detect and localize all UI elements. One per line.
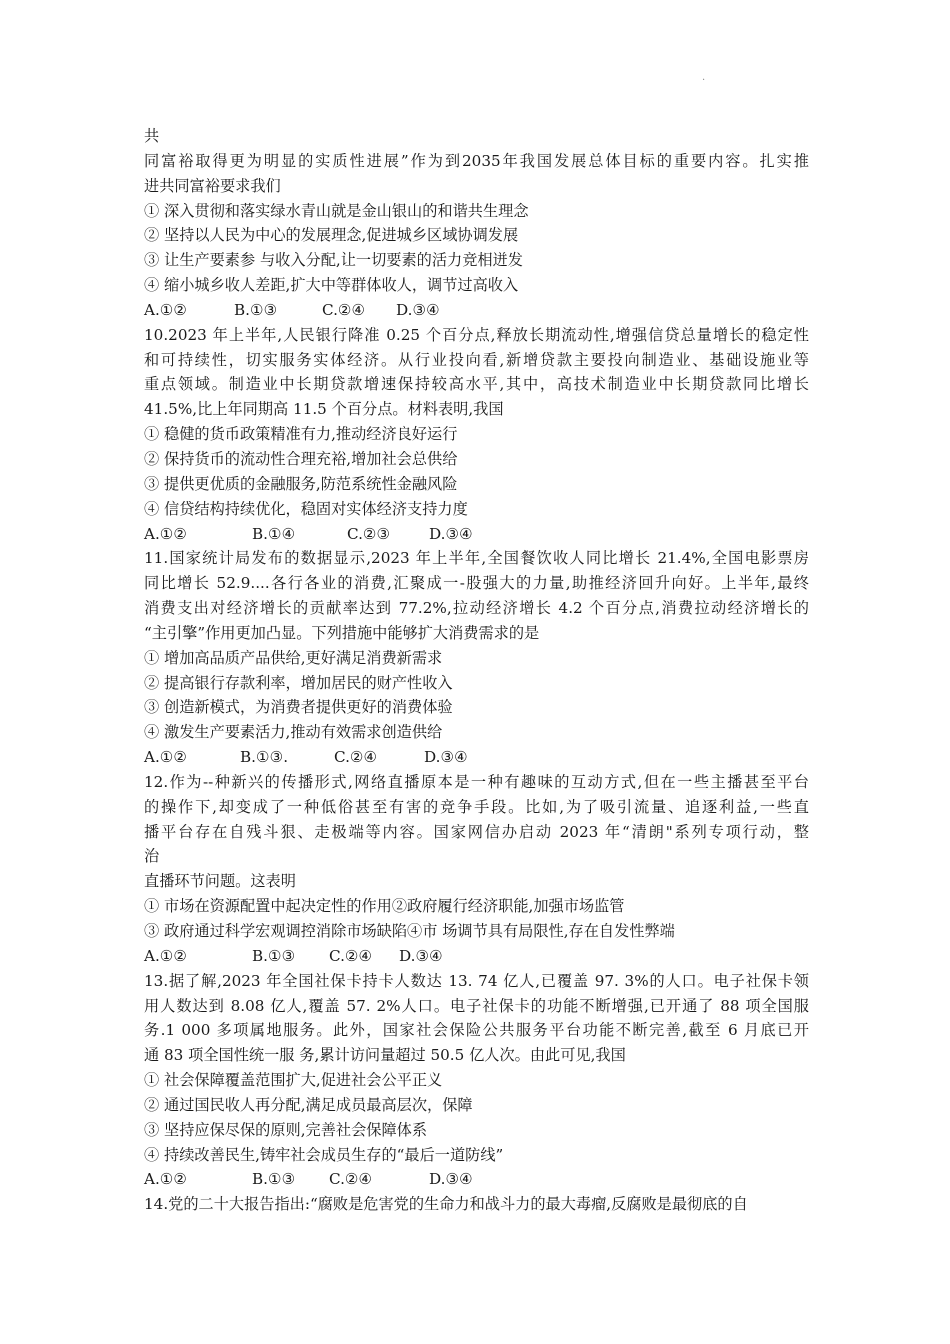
text-line: ② 通过国民收人再分配,满足成员最高层次，保障	[144, 1095, 473, 1114]
answer-option: A.①②	[144, 524, 188, 543]
answer-option: D.③④	[424, 748, 468, 767]
answer-options	[144, 745, 809, 770]
answer-option: B.①③	[252, 946, 296, 965]
answer-option: A.①②	[144, 946, 188, 965]
answer-options	[144, 522, 809, 547]
answer-options	[144, 944, 809, 969]
text-line: ② 提高银行存款利率，增加居民的财产性收入	[144, 673, 453, 692]
answer-option: A.①②	[144, 300, 188, 319]
text-line: ④ 缩小城乡收人差距,扩大中等群体收人，调节过高收入	[144, 276, 519, 295]
text-line: 用人数达到 8.08 亿人,覆盖 57. 2%人口。电子社保卡的功能不断增强,已开通了 88 项全国服	[144, 996, 809, 1015]
text-line: 同富裕取得更为明显的实质性进展”作为到2035年我国发展总体目标的重要内容。扎实推	[144, 151, 809, 170]
text-line: ④ 激发生产要素活力,推动有效需求创造供给	[144, 723, 443, 742]
text-line: 41.5%,比上年同期高 11.5 个百分点。材料表明,我国	[144, 400, 504, 419]
text-line: ④ 信贷结构持续优化，稳固对实体经济支持力度	[144, 499, 468, 518]
text-line: 消费支出对经济增长的贡献率达到 77.2%,拉动经济增长 4.2 个百分点,消费拉动经济增长的	[144, 599, 809, 618]
text-line: ③ 让生产要素参 与收入分配,让一切要素的活力竞相迸发	[144, 251, 523, 270]
answer-option: B.①③	[252, 1170, 296, 1189]
text-line: 治	[144, 847, 160, 866]
answer-option: B.①③.	[240, 748, 289, 767]
text-line: ① 增加高品质产品供给,更好满足消费新需求	[144, 648, 443, 667]
text-line: “主引擎”作用更加凸显。下列措施中能够扩大消费需求的是	[144, 623, 540, 642]
text-line: 11.国家统计局发布的数据显示,2023 年上半年,全国餐饮收人同比增长 21.4%,全国电影票房	[144, 549, 809, 568]
answer-option: B.①③	[234, 300, 278, 319]
answer-options	[144, 298, 809, 323]
text-line: ② 保持货币的流动性合理充裕,增加社会总供给	[144, 449, 458, 468]
text-line: 通 83 项全国性统一服 务,累计访问量超过 50.5 亿人次。由此可见,我国	[144, 1046, 626, 1065]
corner-mark: .	[702, 72, 706, 83]
text-line: 13.据了解,2023 年全国社保卡持卡人数达 13. 74 亿人,已覆盖 97. 3%的人口。电子社保卡领	[144, 971, 809, 990]
text-line: 12.作为--种新兴的传播形式,网络直播原本是一种有趣味的互动方式,但在一些主播甚至平台	[144, 772, 809, 791]
answer-option: B.①④	[252, 524, 296, 543]
text-line: 和可持续性，切实服务实体经济。从行业投向看,新增贷款主要投向制造业、基础设施业等	[144, 350, 809, 369]
answer-option: C.②④	[329, 1170, 373, 1189]
text-line: ③ 坚持应保尽保的原则,完善社会保障体系	[144, 1120, 428, 1139]
text-line: 务.1 000 多项属地服务。此外，国家社会保险公共服务平台功能不断完善,截至 6 月底已开	[144, 1021, 809, 1040]
text-line: ④ 持续改善民生,铸牢社会成员生存的“最后一道防线”	[144, 1145, 504, 1164]
text-line: ① 深入贯彻和落实绿水青山就是金山银山的和谐共生理念	[144, 201, 529, 220]
text-line: 的操作下,却变成了一种低俗甚至有害的竞争手段。比如,为了吸引流量、追逐利益,一些直	[144, 797, 809, 816]
text-line: ③ 政府通过科学宏观调控消除市场缺陷④市 场调节具有局限性,存在自发性弊端	[144, 922, 675, 940]
answer-option: D.③④	[429, 1170, 473, 1189]
text-line: 10.2023 年上半年,人民银行降准 0.25 个百分点,释放长期流动性,增强信贷总量增长的稳定性	[144, 325, 809, 344]
answer-option: A.①②	[144, 1170, 188, 1189]
answer-option: C.②④	[334, 748, 378, 767]
text-line: 共	[144, 127, 160, 145]
answer-option: C.②④	[322, 300, 366, 319]
text-line: ② 坚持以人民为中心的发展理念,促进城乡区域协调发展	[144, 226, 519, 245]
answer-option: D.③④	[399, 946, 443, 965]
answer-option: D.③④	[396, 300, 440, 319]
answer-option: C.②③	[347, 524, 391, 543]
text-line: ③ 创造新模式，为消费者提供更好的消费体验	[144, 698, 453, 717]
answer-option: C.②④	[329, 946, 373, 965]
answer-option: D.③④	[429, 524, 473, 543]
text-line: ③ 提供更优质的金融服务,防范系统性金融风险	[144, 474, 458, 493]
answer-options	[144, 1167, 809, 1192]
text-line: 14.党的二十大报告指出:“腐败是危害党的生命力和战斗力的最大毒瘤,反腐败是最彻底的自	[144, 1195, 748, 1214]
text-line: ① 稳健的货币政策精准有力,推动经济良好运行	[144, 425, 458, 444]
answer-option: A.①②	[144, 748, 188, 767]
text-line: ① 市场在资源配置中起决定性的作用②政府履行经济职能,加强市场监管	[144, 897, 625, 916]
document-body	[144, 124, 809, 1217]
text-line: 重点领域。制造业中长期贷款增速保持较高水平,其中，高技术制造业中长期贷款同比增长	[144, 375, 809, 394]
text-line: 播平台存在自残斗狠、走极端等内容。国家网信办启动 2023 年“清朗"系列专项行动，整	[144, 822, 809, 841]
text-line: 同比增长 52.9....各行各业的消费,汇聚成一-股强大的力量,助推经济回升向好。上半年,最终	[144, 574, 809, 593]
text-line: ① 社会保障覆盖范围扩大,促进社会公平正义	[144, 1071, 443, 1090]
text-line: 进共同富裕要求我们	[144, 176, 281, 195]
text-line: 直播环节问题。这表明	[144, 872, 296, 891]
